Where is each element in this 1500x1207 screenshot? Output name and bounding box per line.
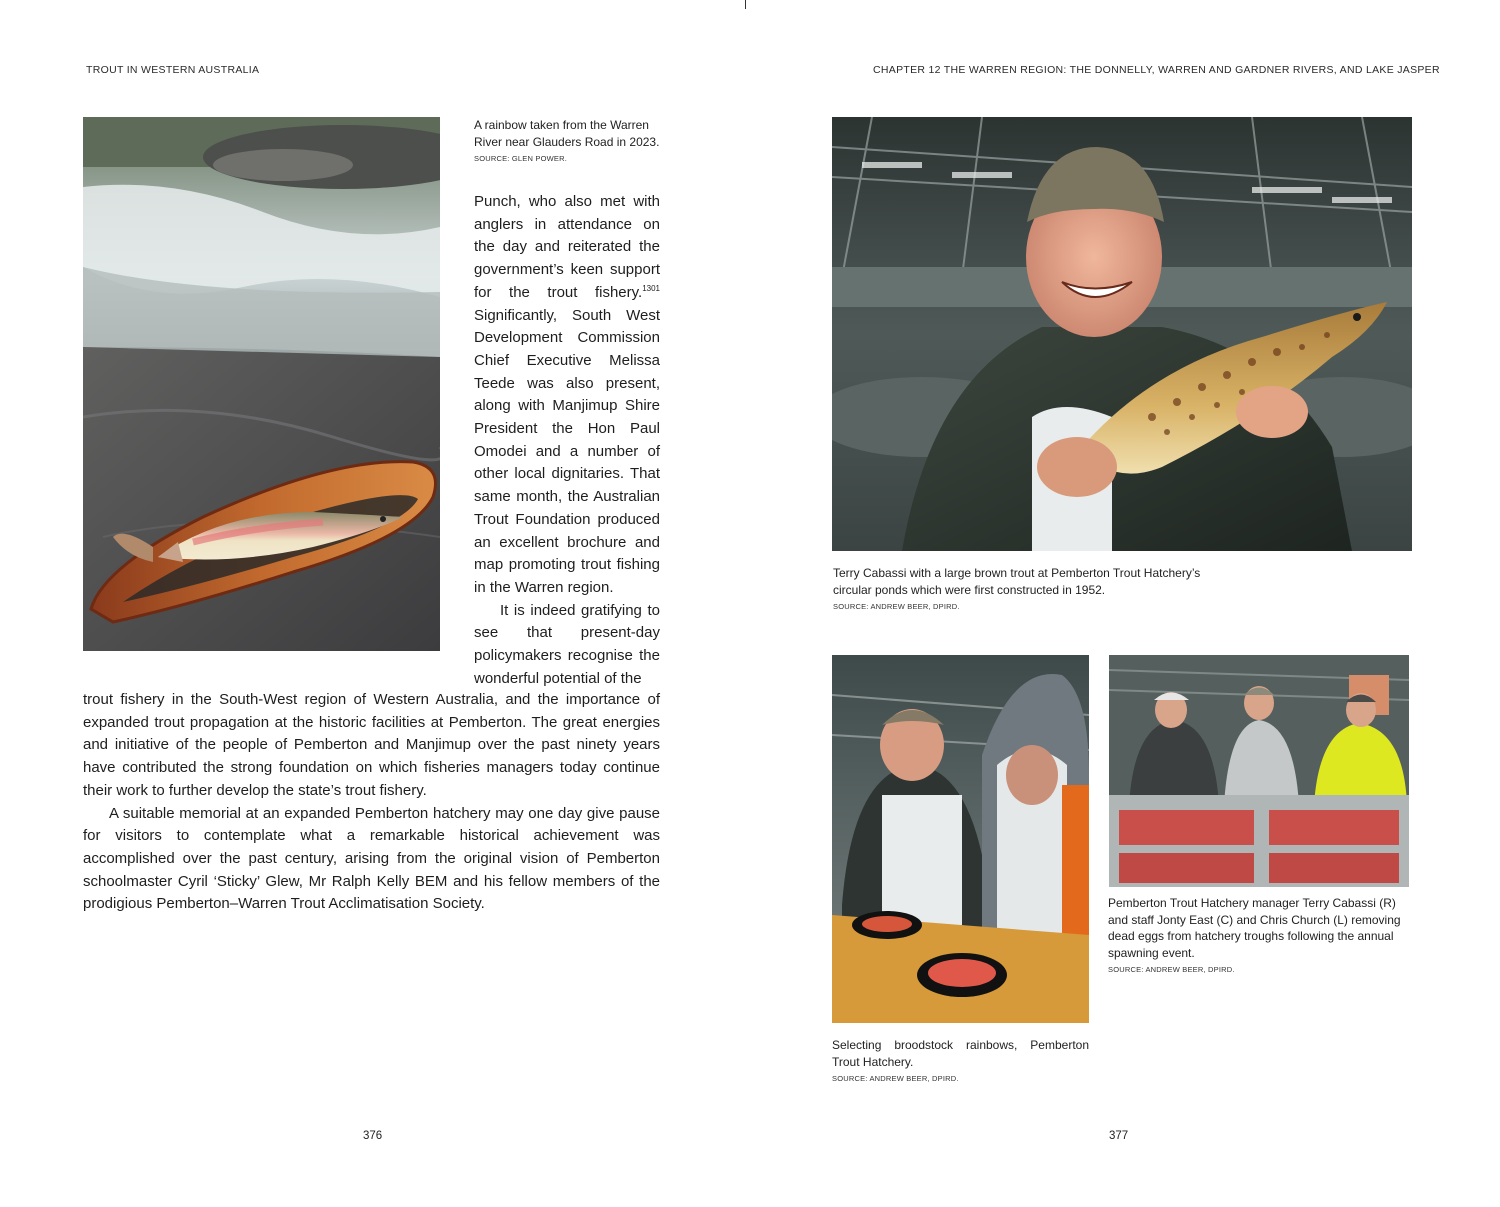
rainbow-trout-in-landing-net-photo [83,117,440,651]
bottom-right-photo-caption [1108,895,1410,979]
paragraph-gratifying-part2: trout fishery in the South-West region of Western Australia, and the importance of expanded trout propagation at the historic facilities at Pemberton. The great energies and initiative of the people of Pemberton and Manjimup over the past ninety years have contributed the strong foundation on which fisheries managers today continue their work to further develop the state’s trout fishery. [83,691,660,799]
right-running-head: CHAPTER 12 THE WARREN REGION: THE DONNELLY, WARREN AND GARDNER RIVERS, AND LAKE JASPER [873,64,1440,76]
left-running-head: TROUT IN WESTERN AUSTRALIA [86,64,260,76]
left-page-number: 376 [363,1130,383,1142]
top-caption-text: Terry Cabassi with a large brown trout at Pemberton Trout Hatchery’s circular ponds which were first constructed in 1952. [833,566,1201,597]
man-holding-brown-trout-photo [832,117,1412,551]
paragraph-punch-part1: Punch, who also met with anglers in attendance on the day and reiterated the government’s keen support for the trout fishery. [474,193,660,301]
gutter-mark [745,0,746,9]
rainbow-caption-text: A rainbow taken from the Warren River near Glauders Road in 2023. [474,118,660,149]
bottom-right-caption-text: Pemberton Trout Hatchery manager Terry Cabassi (R) and staff Jonty East (C) and Chris Church (L) removing dead eggs from hatchery troughs following the annual spawning event. [1108,896,1401,960]
bottom-left-caption-source: SOURCE: ANDREW BEER, DPIRD. [832,1074,959,1083]
paragraph-memorial: A suitable memorial at an expanded Pemberton hatchery may one day give pause for visitors to contemplate what a remarkable historical achievement was accomplished over the past century, arising from the original vision of Pemberton schoolmaster Cyril ‘Sticky’ Glew, Mr Ralph Kelly BEM and his fellow members of the prodigious Pemberton–Warren Trout Acclimatisation Society. [83,804,660,913]
paragraph-punch [474,191,660,600]
bottom-right-caption-source: SOURCE: ANDREW BEER, DPIRD. [1108,965,1235,974]
top-caption-source: SOURCE: ANDREW BEER, DPIRD. [833,602,960,611]
rainbow-photo-caption [474,117,664,168]
paragraph-punch-part2: Significantly, South West Development Commission Chief Executive Melissa Teede was also present, along with Manjimup Shire President the Hon Paul Omodei and a number of other local dignitaries. That same month, the Australian Trout Foundation produced an excellent brochure and map promoting trout fishing in the Warren region. [474,306,660,596]
rainbow-caption-source: SOURCE: GLEN POWER. [474,154,567,163]
wide-column-text [83,689,660,916]
bottom-left-caption-text: Selecting broodstock rainbows, Pemberton Trout Hatchery. [832,1038,1089,1069]
hatchery-troughs-photo [1109,655,1409,887]
paragraph-gratifying-part1: It is indeed gratifying to see that present-day policymakers recognise the wonderful potential of the [474,601,660,687]
broodstock-selection-photo [832,655,1089,1023]
top-photo-caption [833,565,1233,616]
narrow-column-text [474,191,660,690]
right-page-number: 377 [1109,1130,1129,1142]
footnote-ref: 1301 [642,283,660,293]
bottom-left-photo-caption [832,1037,1089,1088]
